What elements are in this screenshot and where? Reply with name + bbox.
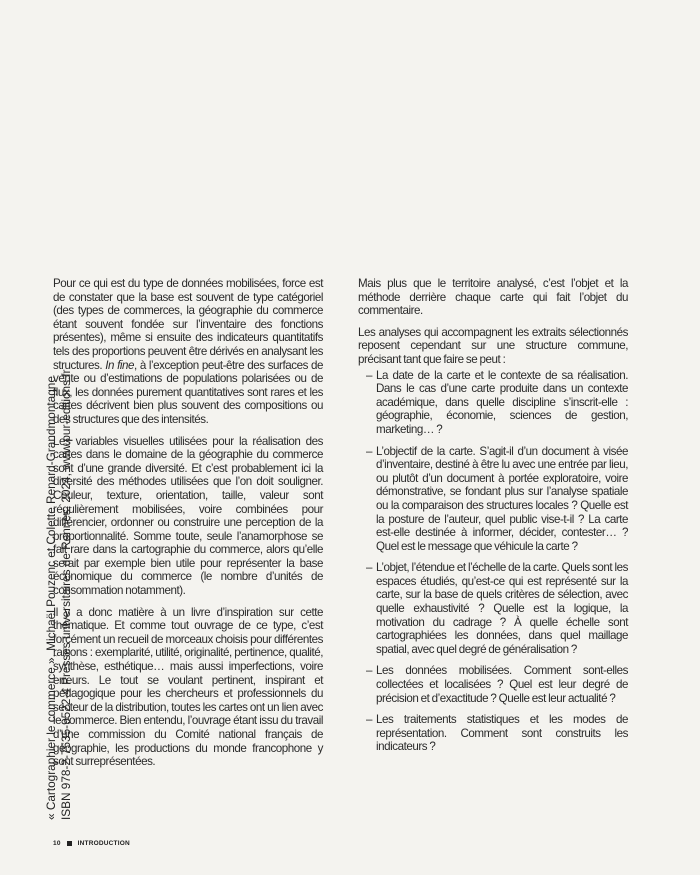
page-number: 10 bbox=[53, 840, 61, 847]
text: Pour ce qui est du type de données mobilisées, force est de constater que la base est souvent de type catégoriel (des types de commerces, la géographie du commerce étant souvent fondée sur l’inventaire des fonctions présentes), même si ensuite des indicateurs quantitatifs tels des proportions peuvent être dérivés en analysant les structures. bbox=[53, 277, 323, 372]
list-item bbox=[358, 369, 628, 437]
dash-bullet: – bbox=[366, 444, 372, 458]
dash-bullet: – bbox=[366, 561, 372, 575]
credit-line-2: ISBN 978-2-7535-9522-4 Presses universitaires de Rennes, 2024, www.pur-editions.fr bbox=[59, 369, 73, 820]
right-column bbox=[358, 277, 628, 762]
section-title: INTRODUCTION bbox=[77, 840, 130, 847]
dash-bullet: – bbox=[366, 713, 372, 727]
italic-text: In fine bbox=[105, 358, 134, 372]
paragraph: Les analyses qui accompagnent les extraits sélectionnés reposent cependant sur une structure commune, précisant tant que faire se peut : bbox=[358, 325, 628, 366]
list-item bbox=[358, 713, 628, 754]
list-item-text: Les données mobilisées. Comment sont-elles collectées et localisées ? Quel est leur degré de précision et d’exactitude ? Quelle est leur actualité ? bbox=[376, 664, 628, 705]
list-item bbox=[358, 445, 628, 554]
list-item bbox=[358, 664, 628, 705]
list-item-text: L’objectif de la carte. S’agit-il d’un document à visée d’inventaire, destiné à être lu avec une entrée par lieu, ou plutôt d’un document à portée exploratoire, voire démonstrative, se fondant plus sur l’analyse spatiale ou la comparaison des structures locales ? Quelle est la posture de l’auteur, quel public vise-t-il ? La carte est-elle destinée à informer, décider, contester… ? Quel est le message que véhicule la carte ? bbox=[376, 444, 628, 553]
dash-bullet: – bbox=[366, 664, 372, 678]
paragraph bbox=[53, 277, 323, 427]
dash-bullet: – bbox=[366, 368, 372, 382]
list-item bbox=[358, 561, 628, 656]
paragraph: Les variables visuelles utilisées pour la réalisation des cartes dans le domaine de la géographie du commerce sont d’une grande diversité. Et c’est probablement ici la diversité des méthodes utilisées que l’on doit souligner. Couleur, texture, orientation, taille, valeur sont régulièrement mobilisées, voire combinées pour différencier, ordonner ou construire une perception de la proportionnalité. Somme toute, seule l’anamorphose se fait rare dans la cartographie du commerce, alors qu’elle serait par exemple bien utile pour représenter la base économique du commerce (le nombre d’unités de consommation notamment). bbox=[53, 434, 323, 598]
square-separator-icon bbox=[67, 841, 72, 846]
page-footer bbox=[53, 840, 130, 847]
list-item-text: L’objet, l’étendue et l’échelle de la carte. Quels sont les espaces étudiés, qu’est-ce qui est représenté sur la carte, sur la base de quels critères de sélection, avec quelle exhaustivité ? Quelle est la logique, la motivation du cadrage ? À quelle échelle sont cartographiées les données, dans quel maillage spatial, avec quel degré de généralisation ? bbox=[376, 561, 628, 656]
left-column bbox=[53, 277, 323, 777]
text: , à l’exception peut-être des surfaces de vente ou d’estimations de populations polarisées ou de flux, les données purement quantitatives sont rares et les cartes décrivent bien plus souvent des compositions ou des structures que des intensités. bbox=[53, 358, 323, 426]
criteria-list bbox=[358, 369, 628, 754]
list-item-text: La date de la carte et le contexte de sa réalisation. Dans le cas d’une carte produite dans un contexte académique, dans quelle discipline s’inscrit-elle : géographie, économie, sciences de gestion, marketing… ? bbox=[376, 368, 628, 436]
list-item-text: Les traitements statistiques et les modes de représentation. Comment sont construits les indicateurs ? bbox=[376, 713, 628, 754]
paragraph: Il y a donc matière à un livre d’inspiration sur cette thématique. Et comme tout ouvrage de ce type, c’est forcément un recueil de morceaux choisis pour différentes raisons : exemplarité, utilité, originalité, pertinence, qualité, synthèse, esthétique… mais aussi imperfections, voire erreurs. Le tout se voulant pertinent, inspirant et pédagogique pour les chercheurs et professionnels du secteur de la distribution, toutes les cartes ont un lien avec le commerce. Bien entendu, l’ouvrage étant issu du travail d’une commission du Comité national français de géographie, les productions du monde francophone y sont surreprésentées. bbox=[53, 605, 323, 769]
credit-line-1: « Cartographier le commerce », Michaël Pouzenc et Colette Renard-Grandmontagne bbox=[44, 376, 58, 820]
paragraph: Mais plus que le territoire analysé, c’est l’objet et la méthode derrière chaque carte qui fait l’objet du commentaire. bbox=[358, 277, 628, 318]
